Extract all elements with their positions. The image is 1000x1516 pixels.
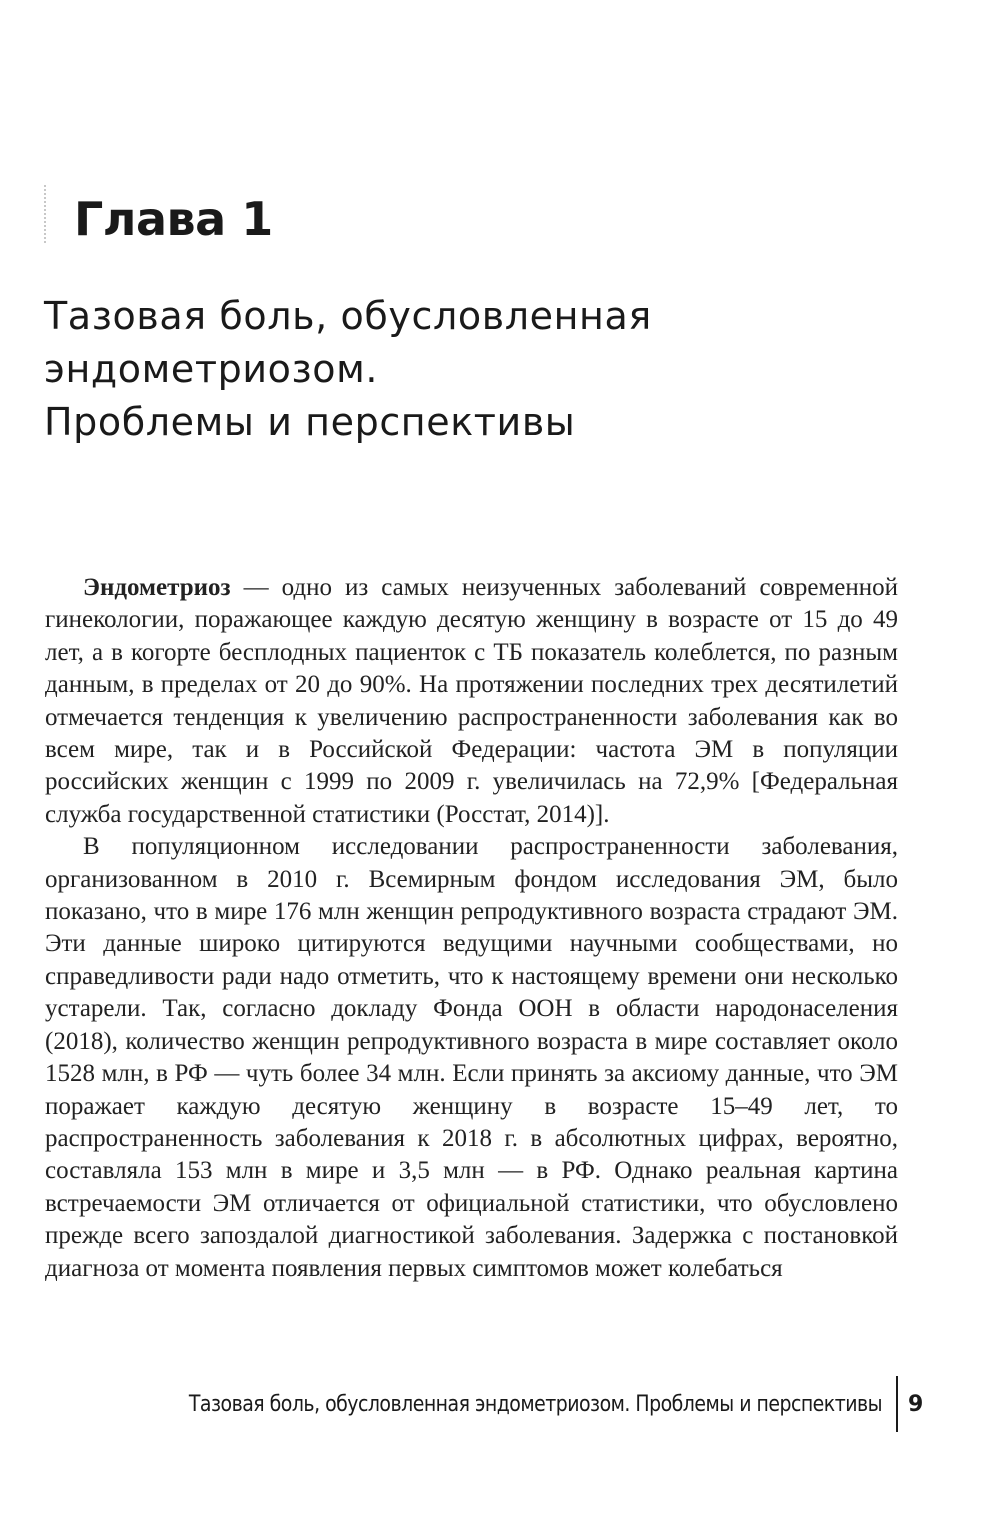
page-number: 9	[908, 1392, 924, 1417]
chapter-title-line-2: эндометриозом.	[44, 347, 379, 391]
body-text	[45, 572, 898, 1285]
chapter-title-line-3: Проблемы и перспективы	[44, 400, 576, 444]
paragraph-2: В популяционном исследовании распространенности заболевания, организованном в 2010 г. Всемирным фондом исследования ЭМ, было показано, что в мире 176 млн женщин репродуктивного возраста страдают ЭМ. Эти данные широко цитируются ведущими научными сообществами, но справедливости ради надо отметить, что к настоящему времени они несколько устарели. Так, согласно докладу Фонда ООН в области народонаселения (2018), количество женщин репродуктивного возраста в мире составляет около 1528 млн, в РФ — чуть более 34 млн. Если принять за аксиому данные, что ЭМ поражает каждую десятую женщину в возрасте 15–49 лет, то распространенность заболевания к 2018 г. в абсолютных цифрах, вероятно, составляла 153 млн в мире и 3,5 млн — в РФ. Однако реальная картина встречаемости ЭМ отличается от официальной статистики, что обусловлено прежде всего запоздалой диагностикой заболевания. Задержка с постановкой диагноза от момента появления первых симптомов может колебаться	[45, 833, 898, 1282]
chapter-title	[44, 290, 944, 449]
chapter-label: Глава 1	[74, 192, 273, 246]
paragraph-1	[45, 572, 898, 831]
paragraph-1-text: — одно из самых неизученных заболеваний современной гинекологии, поражающее каждую десятую женщину в возрасте от 15 до 49 лет, а в когорте бесплодных пациенток с ТБ показатель колеблется, по разным данным, в пределах от 20 до 90%. На протяжении последних трех десятилетий отмечается тенденция к увеличению распространенности заболевания как во всем мире, так и в Российской Федерации: частота ЭМ в популяции российских женщин с 1999 по 2009 г. увеличилась на 72,9% [Федеральная служба государственной статистики (Росстат, 2014)].	[45, 574, 898, 828]
chapter-marker-line	[44, 185, 49, 243]
running-head: Тазовая боль, обусловленная эндометриозом. Проблемы и перспективы	[188, 1392, 882, 1417]
footer-divider	[896, 1376, 898, 1432]
chapter-title-line-1: Тазовая боль, обусловленная	[44, 294, 652, 338]
term-endometriosis: Эндометриоз	[83, 574, 231, 601]
page-footer	[0, 1376, 1000, 1436]
